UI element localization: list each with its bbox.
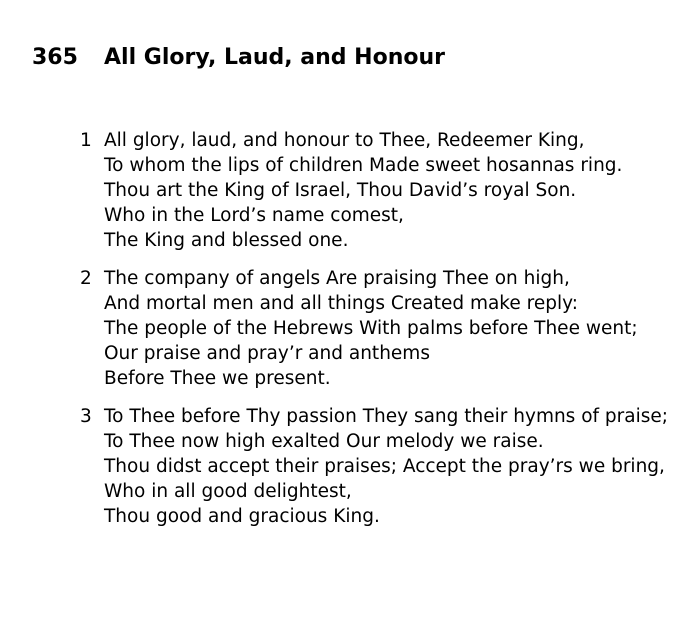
verse-2 <box>0 266 698 391</box>
hymn-title: All Glory, Laud, and Honour <box>104 45 445 70</box>
verse-number: 3 <box>80 406 92 427</box>
hymn-header <box>32 44 445 72</box>
verse-line: To whom the lips of children Made sweet hosannas ring. <box>104 155 623 176</box>
verse-number: 2 <box>80 268 92 289</box>
verses <box>0 128 698 542</box>
verse-line: Before Thee we present. <box>104 368 331 389</box>
verse-line: The company of angels Are praising Thee on high, <box>104 268 570 289</box>
verse-line: Thou didst accept their praises; Accept the pray’rs we bring, <box>104 456 665 477</box>
verse-line: To Thee before Thy passion They sang their hymns of praise; <box>104 406 668 427</box>
verse-line: Who in the Lord’s name comest, <box>104 205 404 226</box>
verse-line: Thou art the King of Israel, Thou David’s royal Son. <box>104 180 577 201</box>
verse-line: To Thee now high exalted Our melody we raise. <box>104 431 544 452</box>
verse-line: Who in all good delightest, <box>104 481 352 502</box>
verse-1 <box>0 128 698 253</box>
verse-3 <box>0 404 698 529</box>
verse-line: Our praise and pray’r and anthems <box>104 343 430 364</box>
hymn-number: 365 <box>32 45 78 70</box>
verse-line: The King and blessed one. <box>104 230 349 251</box>
verse-lines <box>104 128 698 253</box>
verse-line: All glory, laud, and honour to Thee, Redeemer King, <box>104 130 585 151</box>
verse-lines <box>104 404 698 529</box>
verse-line: Thou good and gracious King. <box>104 506 380 527</box>
verse-number: 1 <box>80 130 92 151</box>
verse-lines <box>104 266 698 391</box>
verse-line: And mortal men and all things Created make reply: <box>104 293 578 314</box>
verse-line: The people of the Hebrews With palms before Thee went; <box>104 318 638 339</box>
